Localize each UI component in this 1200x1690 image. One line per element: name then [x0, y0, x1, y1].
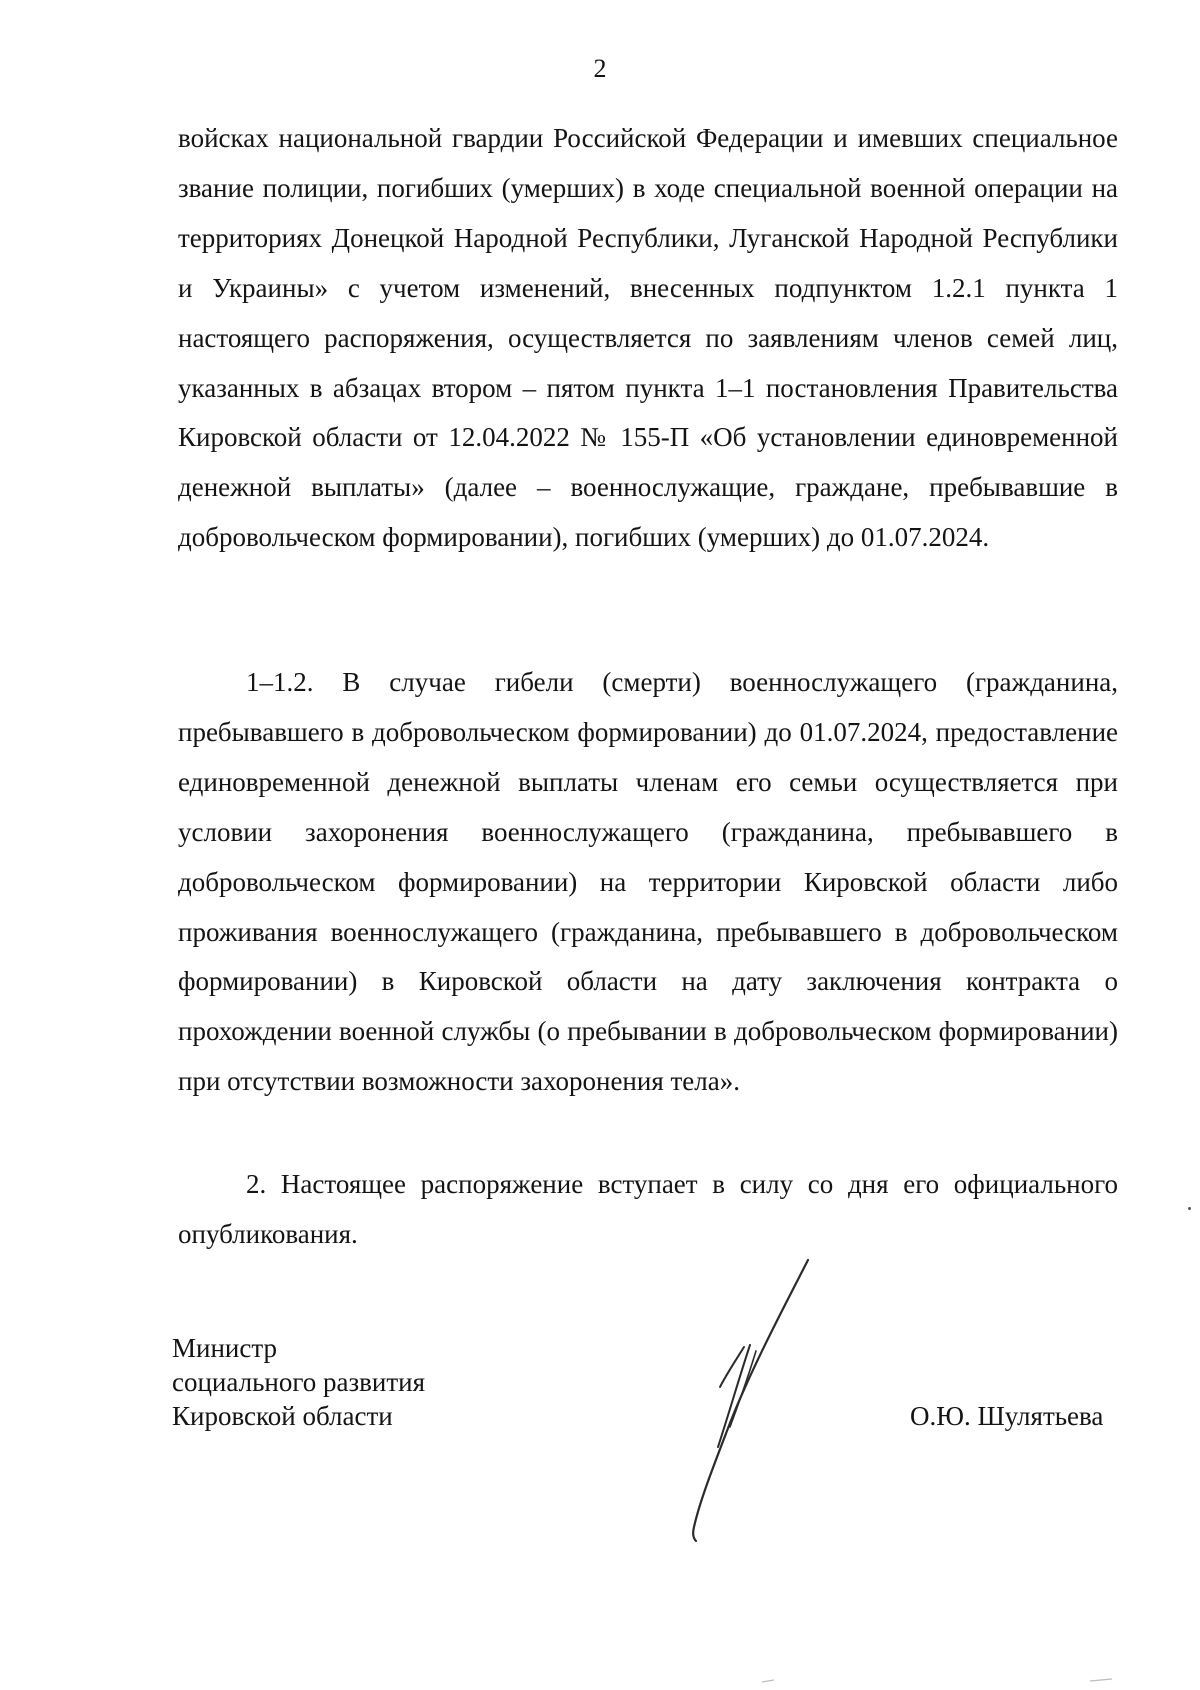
paragraph-clause-2: 2. Настоящее распоряжение вступает в силу со дня его официального опубликования.	[178, 1169, 1118, 1249]
signer-position	[172, 1331, 425, 1433]
paragraph-clause-1-1-2: 1–1.2. В случае гибели (смерти) военнослужащего (гражданина, пребывавшего в добровольческом формировании) до 01.07.2024, предоставление единовременной денежной выплаты членам его семьи осуществляется при условии захоронения военнослужащего (гражданина, пребывавшего в добровольческом формировании) на территории Кировской области либо проживания военнослужащего (гражданина, пребывавшего в добровольческом формировании) в Кировской области на дату заключения контракта о прохождении военной службы (о пребывании в добровольческом формировании) при отсутствии возможности захоронения тела».	[178, 667, 1118, 1097]
signer-position-line: Кировской области	[172, 1401, 393, 1431]
scan-artifact	[760, 1674, 1120, 1684]
handwritten-signature	[690, 1255, 890, 1545]
signer-name: О.Ю. Шулятьева	[910, 1401, 1104, 1431]
page-number: 2	[593, 54, 607, 83]
paragraph-continuation: войсках национальной гвардии Российской Федерации и имевших специальное звание полиции, погибших (умерших) в ходе специальной военной операции на территориях Донецкой Народной Республики, Луганской Народной Республики и Украины» с учетом изменений, внесенных подпунктом 1.2.1 пункта 1 настоящего распоряжения, осуществляется по заявлениям членов семей лиц, указанных в абзацах втором – пятом пункта 1–1 постановления Правительства Кировской области от 12.04.2022 № 155-П «Об установлении единовременной денежной выплаты» (далее – военнослужащие, граждане, пребывавшие в добровольческом формировании), погибших (умерших) до 01.07.2024.	[178, 123, 1118, 553]
signer-position-line: Министр	[172, 1333, 277, 1363]
signer-position-line: социального развития	[172, 1367, 426, 1397]
scan-speck	[1188, 1207, 1191, 1210]
